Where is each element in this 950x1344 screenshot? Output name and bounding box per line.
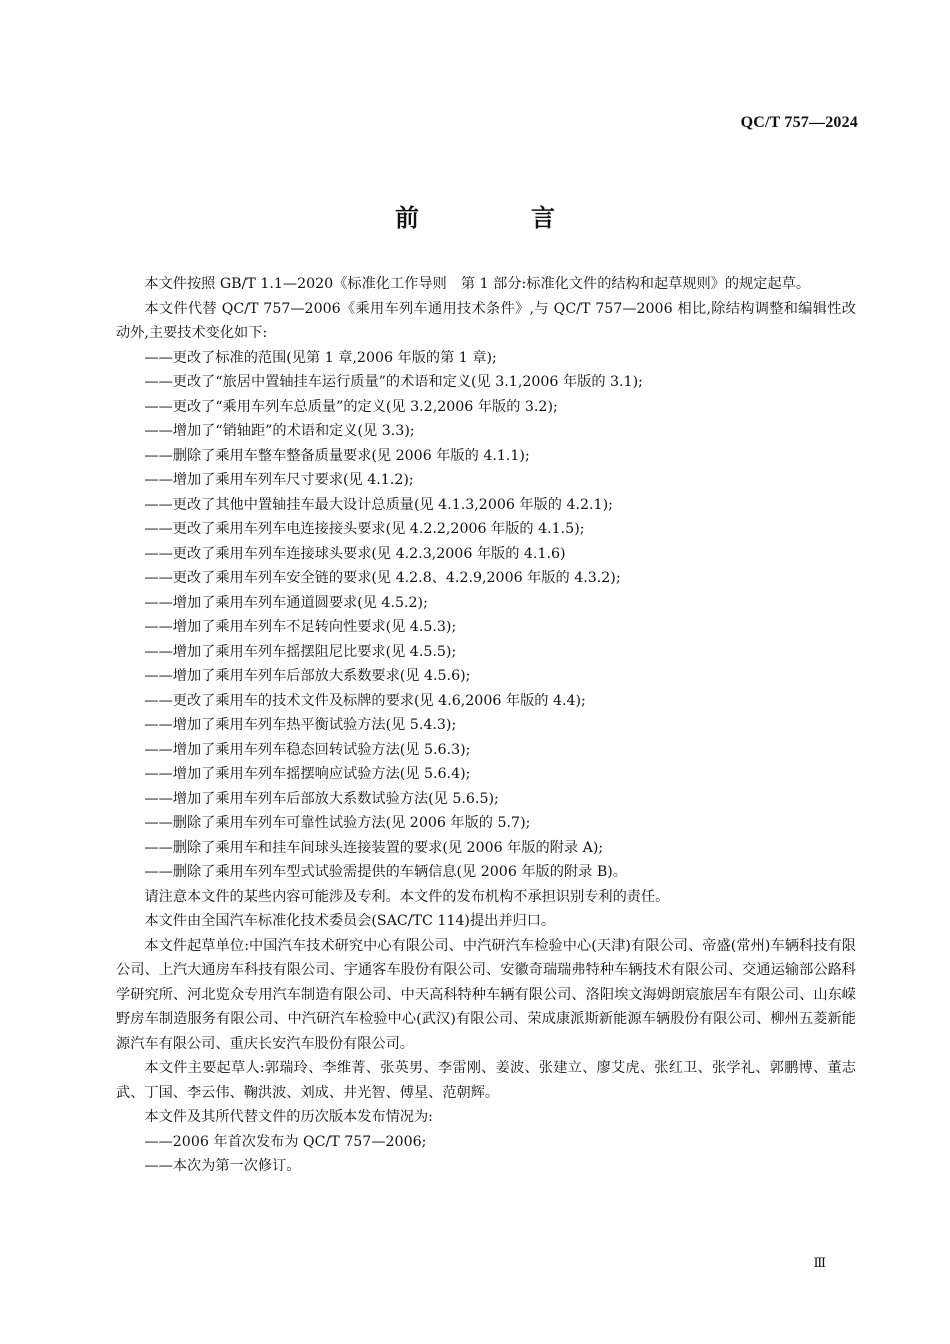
list-item: ——增加了“销轴距”的术语和定义(见 3.3);: [144, 423, 415, 439]
list-item: ——更改了乘用车列车连接球头要求(见 4.2.3,2006 年版的 4.1.6): [144, 545, 566, 562]
drafting-units: 本文件起草单位:中国汽车技术研究中心有限公司、中汽研汽车检验中心(天津)有限公司、帝盛(常州)车辆科技有限公司、上汽大通房车科技有限公司、宇通客车股份有限公司、安徽奇瑞瑞弗特种车辆技术有限公司、交通运输部公路科学研究所、河北览众专用汽车制造有限公司、中天高科特种车辆有限公司、洛阳埃文海姆朗宸旅居车有限公司、山东嵘野房车制造服务有限公司、中汽研汽车检验中心(武汉)有限公司、荣成康派斯新能源车辆股份有限公司、柳州五菱新能源汽车有限公司、重庆长安汽车股份有限公司。: [116, 937, 856, 1052]
list-item: ——增加了乘用车列车摇摆阻尼比要求(见 4.5.5);: [144, 643, 457, 660]
list-item: ——更改了“乘用车列车总质量”的定义(见 3.2,2006 年版的 3.2);: [144, 398, 558, 415]
list-item: ——本次为第一次修订。: [144, 1158, 301, 1174]
foreword-body: [116, 272, 856, 1179]
list-item: ——增加了乘用车列车尺寸要求(见 4.1.2);: [144, 472, 414, 488]
list-item: ——2006 年首次发布为 QC/T 757—2006;: [144, 1133, 427, 1150]
list-item: ——更改了乘用车列车电连接接头要求(见 4.2.2,2006 年版的 4.1.5);: [144, 521, 585, 537]
list-item: ——更改了乘用车列车安全链的要求(见 4.2.8、4.2.9,2006 年版的 4.3.2);: [144, 570, 621, 586]
list-item: ——更改了其他中置轴挂车最大设计总质量(见 4.1.3,2006 年版的 4.2.1);: [144, 496, 613, 513]
list-item: ——删除了乘用车和挂车间球头连接装置的要求(见 2006 年版的附录 A);: [144, 839, 604, 856]
paragraph-drafting-rules: 本文件按照 GB/T 1.1—2020《标准化工作导则 第 1 部分:标准化文件的结构和起草规则》的规定起草。: [144, 276, 811, 292]
list-item: ——删除了乘用车列车可靠性试验方法(见 2006 年版的 5.7);: [144, 815, 531, 831]
list-item: ——删除了乘用车整车整备质量要求(见 2006 年版的 4.1.1);: [144, 447, 530, 464]
committee-statement: 本文件由全国汽车标准化技术委员会(SAC/TC 114)提出并归口。: [144, 913, 556, 929]
list-item: ——增加了乘用车列车稳态回转试验方法(见 5.6.3);: [144, 741, 471, 758]
standard-code: QC/T 757—2024: [740, 114, 858, 131]
list-item: ——更改了标准的范围(见第 1 章,2006 年版的第 1 章);: [144, 349, 497, 366]
version-history-list: [116, 1130, 856, 1179]
page-title: 前 言: [395, 204, 599, 232]
list-item: ——删除了乘用车列车型式试验需提供的车辆信息(见 2006 年版的附录 B)。: [144, 864, 627, 880]
list-item: ——增加了乘用车列车通道圆要求(见 4.5.2);: [144, 594, 428, 611]
list-item: ——更改了乘用车的技术文件及标牌的要求(见 4.6,2006 年版的 4.4);: [144, 692, 586, 709]
list-item: ——更改了“旅居中置轴挂车运行质量”的术语和定义(见 3.1,2006 年版的 3.1);: [144, 374, 643, 390]
main-drafters: 本文件主要起草人:郭瑞玲、李维菁、张英男、李雷刚、姜波、张建立、廖艾虎、张红卫、张学礼、郭鹏博、董志武、丁国、李云伟、鞠洪波、刘成、井光智、傅星、范朝辉。: [116, 1060, 856, 1101]
list-item: ——增加了乘用车列车摇摆响应试验方法(见 5.6.4);: [144, 766, 471, 782]
paragraph-replacement: 本文件代替 QC/T 757—2006《乘用车列车通用技术条件》,与 QC/T 757—2006 相比,除结构调整和编辑性改动外,主要技术变化如下:: [116, 300, 856, 341]
change-list: [116, 346, 856, 885]
version-history-intro: 本文件及其所代替文件的历次版本发布情况为:: [144, 1109, 433, 1125]
page-number: Ⅲ: [813, 1256, 826, 1271]
list-item: ——增加了乘用车列车热平衡试验方法(见 5.4.3);: [144, 717, 457, 733]
list-item: ——增加了乘用车列车后部放大系数要求(见 4.5.6);: [144, 668, 471, 684]
patent-notice: 请注意本文件的某些内容可能涉及专利。本文件的发布机构不承担识别专利的责任。: [144, 888, 670, 905]
list-item: ——增加了乘用车列车后部放大系数试验方法(见 5.6.5);: [144, 790, 499, 807]
list-item: ——增加了乘用车列车不足转向性要求(见 4.5.3);: [144, 619, 457, 635]
